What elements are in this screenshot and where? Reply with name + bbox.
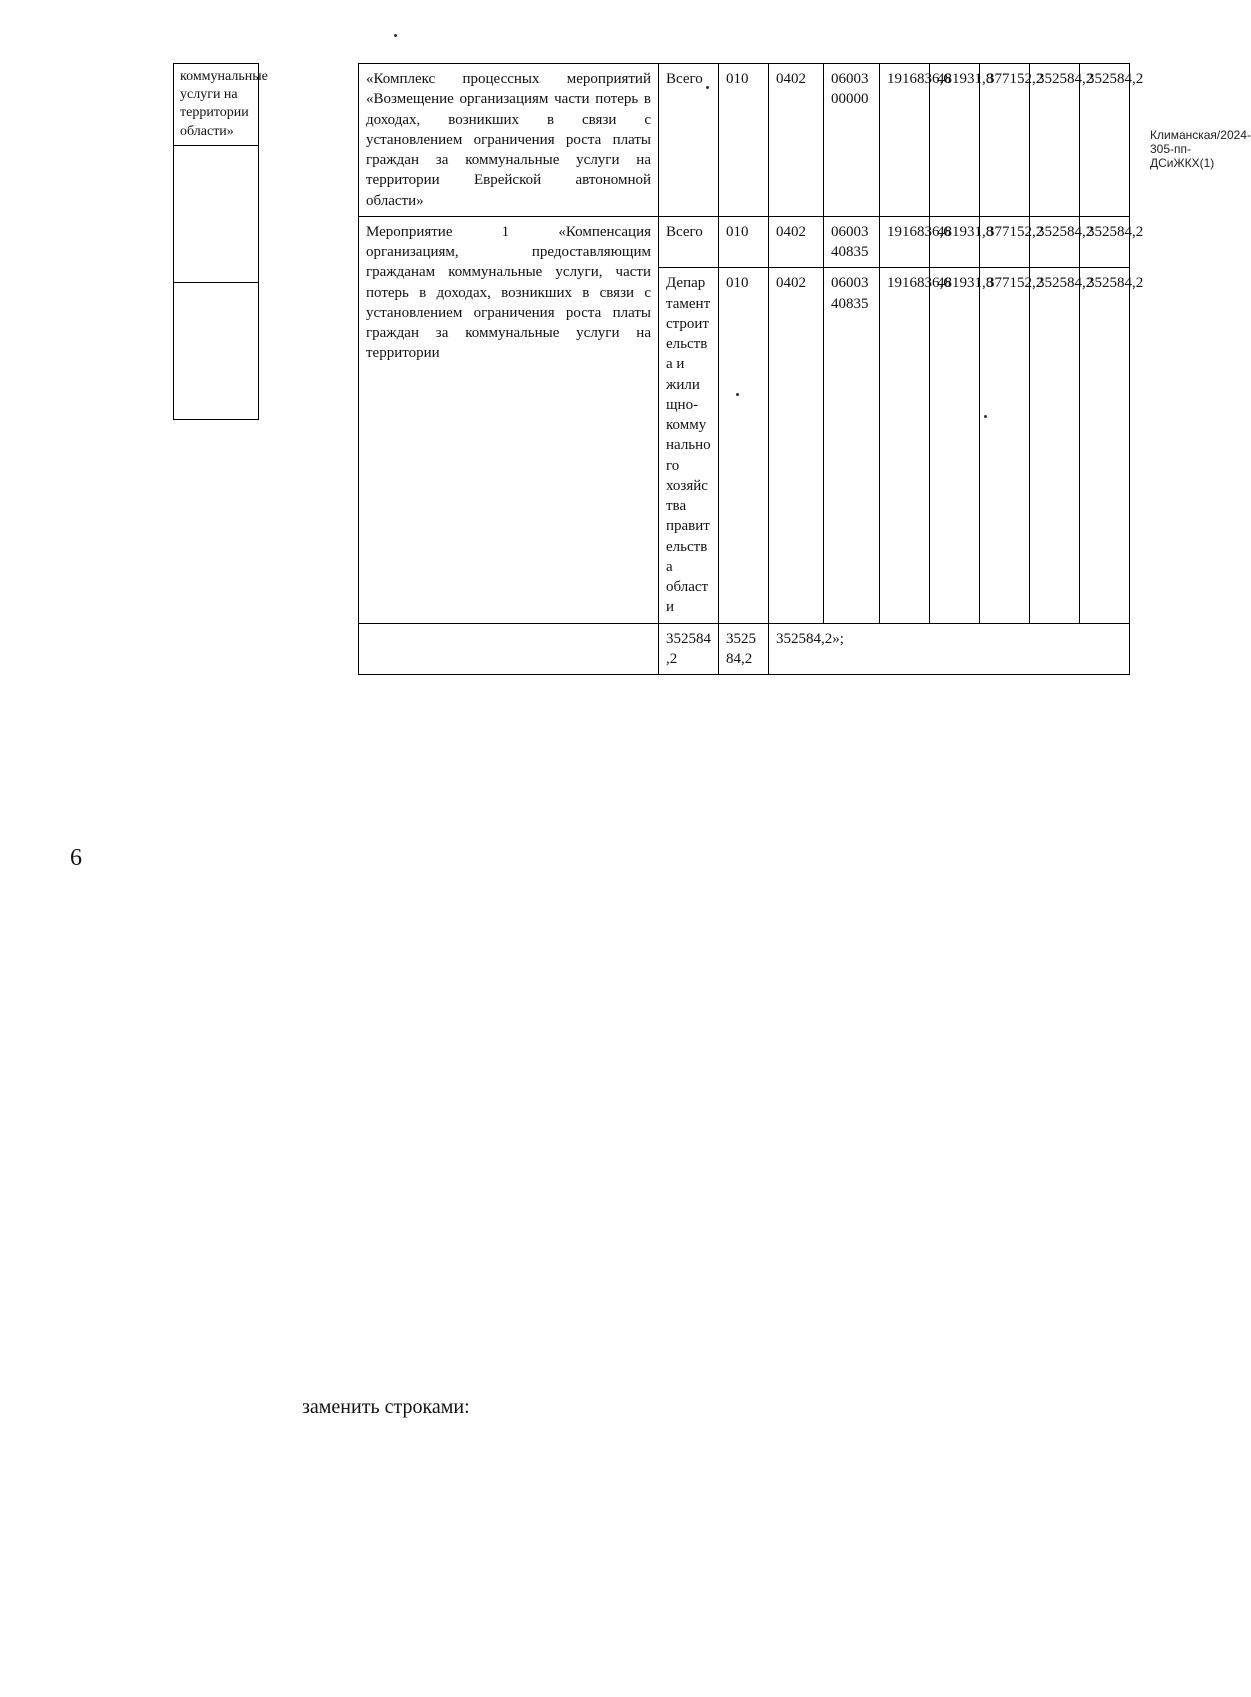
previous-table-fragment	[173, 63, 268, 420]
empty-cell	[174, 145, 259, 282]
responsible: Всего	[659, 64, 719, 217]
year-1-amount: 481931,8	[930, 216, 980, 268]
total-amount: 1916836,6	[880, 268, 930, 623]
year-5-label	[359, 623, 659, 675]
table-row	[359, 623, 1130, 675]
csr-code: 0600340835	[824, 216, 880, 268]
responsible: Департамент строительства и жилищно-коммунального хозяйства правительства области	[659, 268, 719, 623]
csr-code: 0600340835	[824, 268, 880, 623]
rzpr-code: 0402	[769, 216, 824, 268]
total-amount: 1916836,6	[880, 216, 930, 268]
year-1-amount: 481931,8	[930, 268, 980, 623]
replace-caption: заменить строками:	[302, 1396, 470, 1418]
rzpr-code: 0402	[769, 268, 824, 623]
replacement-table	[358, 63, 1144, 675]
year-2-amount: 377152,2	[980, 64, 1030, 217]
grbs-code: 010	[719, 64, 769, 217]
year-2-amount: 377152,2	[980, 268, 1030, 623]
scan-speck	[394, 34, 397, 37]
responsible: Всего	[659, 216, 719, 268]
csr-code: 0600300000	[824, 64, 880, 217]
rzpr-code: 0402	[769, 64, 824, 217]
year-3-amount: 352584,2	[1030, 64, 1080, 217]
year-4-amount: 352584,2	[1080, 64, 1130, 217]
year-5-amount: 352584,2	[659, 623, 719, 675]
previous-row-name: коммунальные услуги на территории области»	[174, 64, 259, 146]
empty-cell	[174, 282, 259, 419]
activity-name: «Комплекс процессных мероприятий «Возмещение организациям части потерь в доходах, возникших в связи с установлением ограничения роста платы граждан за коммунальные услуги на территории Еврейской автономной области»	[359, 64, 659, 217]
grbs-code: 010	[719, 268, 769, 623]
year-5-amount: 352584,2»;	[769, 623, 1130, 675]
year-5-amount: 352584,2	[719, 623, 769, 675]
document-code: Климанская/2024-305-пп-ДСиЖКХ(1)	[1150, 128, 1251, 170]
total-amount: 1916836,6	[880, 64, 930, 217]
year-4-amount: 352584,2	[1080, 216, 1130, 268]
grbs-code: 010	[719, 216, 769, 268]
year-2-amount: 377152,2	[980, 216, 1030, 268]
page-number: 6	[70, 845, 82, 871]
year-1-amount: 481931,8	[930, 64, 980, 217]
year-3-amount: 352584,2	[1030, 216, 1080, 268]
table-row	[359, 64, 1130, 217]
year-4-amount: 352584,2	[1080, 268, 1130, 623]
table-row	[359, 216, 1130, 268]
year-3-amount: 352584,2	[1030, 268, 1080, 623]
activity-name: Мероприятие 1 «Компенсация организациям, предоставляющим гражданам коммунальные услуги, части потерь в доходах, возникших в связи с установлением ограничения роста платы граждан за коммунальные услуги на территории	[359, 216, 659, 623]
